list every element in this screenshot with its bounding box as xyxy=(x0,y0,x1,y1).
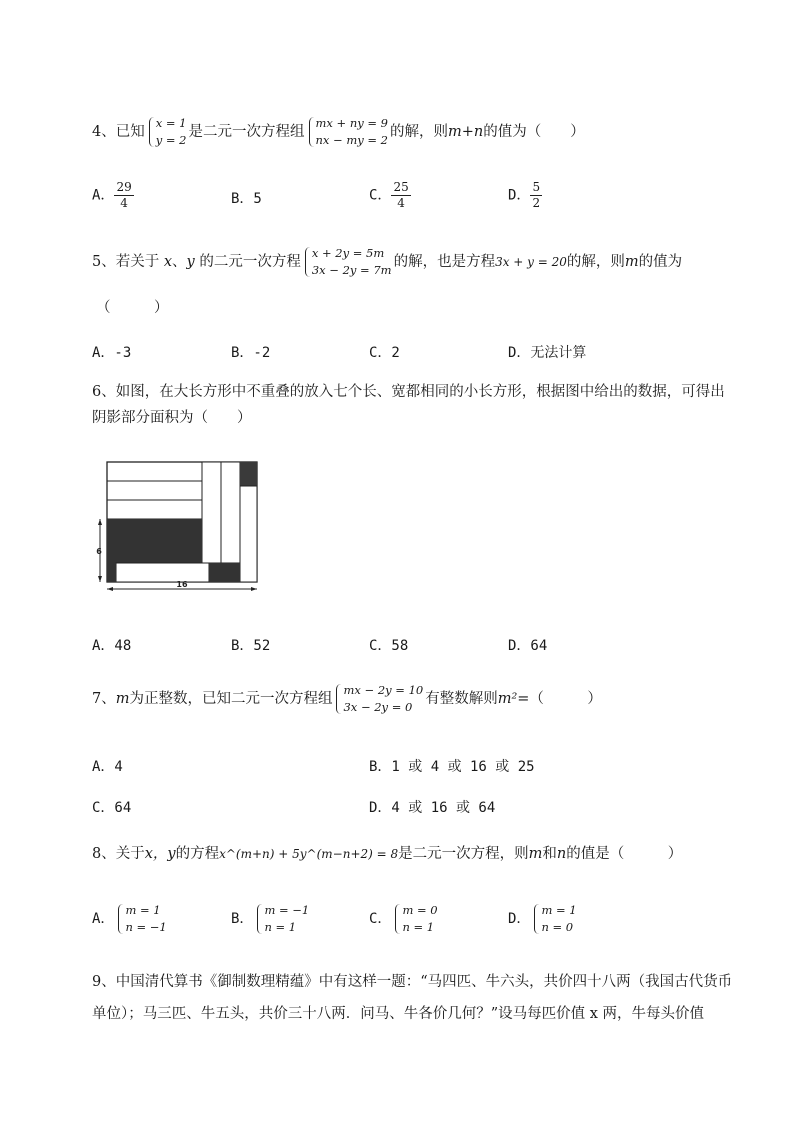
equation-system: mx − 2y = 10 3x − 2y = 0 xyxy=(334,682,423,716)
q5-option-d[interactable]: D．无法计算 xyxy=(508,345,587,361)
q6-option-c[interactable]: C．58 xyxy=(369,638,409,654)
question-6-line-2: 阴影部分面积为（ ） xyxy=(92,410,252,426)
question-7: 7、m为正整数，已知二元一次方程组 mx − 2y = 10 3x − 2y = 0 有整数解则m²=（ ） xyxy=(92,683,602,714)
equation-system: mx + ny = 9 nx − my = 2 xyxy=(307,115,389,149)
q6-option-d[interactable]: D．64 xyxy=(508,638,548,654)
q6-option-a[interactable]: A．48 xyxy=(92,638,132,654)
q4-option-b[interactable]: B．5 xyxy=(231,191,262,207)
q4-option-c[interactable]: C． $\frac{25}{4}$ xyxy=(369,180,409,210)
q7-option-c[interactable]: C．64 xyxy=(92,800,132,816)
q7-option-b[interactable]: B．1 或 4 或 16 或 25 xyxy=(369,759,535,775)
question-6-line-1: 6、如图，在大长方形中不重叠的放入七个长、宽都相同的小长方形，根据图中给出的数据，可得出 xyxy=(92,384,725,400)
rectangle-figure xyxy=(95,455,270,605)
shaded-region-top-right xyxy=(240,462,257,486)
equation-system: x + 2y = 5m 3x − 2y = 7m xyxy=(303,245,392,279)
question-4: 4、已知 x = 1 y = 2 是二元一次方程组 mx + ny = 9 nx − my = 2 的解，则m+n的值为（ ） xyxy=(92,116,585,147)
q4-option-a[interactable]: A． $\frac{29}{4}$ xyxy=(92,180,132,210)
shaded-region-bottom xyxy=(209,563,240,582)
q5-option-b[interactable]: B．-2 xyxy=(231,345,271,361)
q7-option-a[interactable]: A．4 xyxy=(92,759,123,775)
shaded-region-left xyxy=(107,519,202,563)
q8-option-b[interactable]: B． m = −1 n = 1 xyxy=(231,903,310,934)
q8-option-a[interactable]: A． m = 1 n = −1 xyxy=(92,903,167,934)
q7-option-d[interactable]: D．4 或 16 或 64 xyxy=(369,800,496,816)
dimension-label-6: 6 xyxy=(96,547,102,556)
q5-option-a[interactable]: A．-3 xyxy=(92,345,132,361)
q8-option-d[interactable]: D． m = 1 n = 0 xyxy=(508,903,577,934)
question-5: 5、若关于 x、y 的二元一次方程 x + 2y = 5m 3x − 2y = 7m 的解，也是方程3x + y = 20的解，则m的值为 xyxy=(92,246,683,277)
solution-system: x = 1 y = 2 xyxy=(147,115,187,149)
q4-option-d[interactable]: D． $\frac{5}{2}$ xyxy=(508,180,541,210)
dimension-label-16: 16 xyxy=(176,580,188,589)
q6-option-b[interactable]: B．52 xyxy=(231,638,271,654)
q5-answer-paren: （ ） xyxy=(96,300,169,316)
question-8: 8、关于x，y的方程x^(m+n) + 5y^(m−n+2) = 8是二元一次方程，则m和n的值是（ ） xyxy=(92,846,683,862)
question-9: 9、中国清代算书《御制数理精蕴》中有这样一题：“马四匹、牛六头，共价四十八两（我国古代货币单位）；马三匹、牛五头，共价三十八两．问马、牛各价几何？”设马每匹价值 x 两，牛每头价值 xyxy=(92,974,733,1022)
q8-option-c[interactable]: C． m = 0 n = 1 xyxy=(369,903,438,934)
q5-option-c[interactable]: C．2 xyxy=(369,345,400,361)
